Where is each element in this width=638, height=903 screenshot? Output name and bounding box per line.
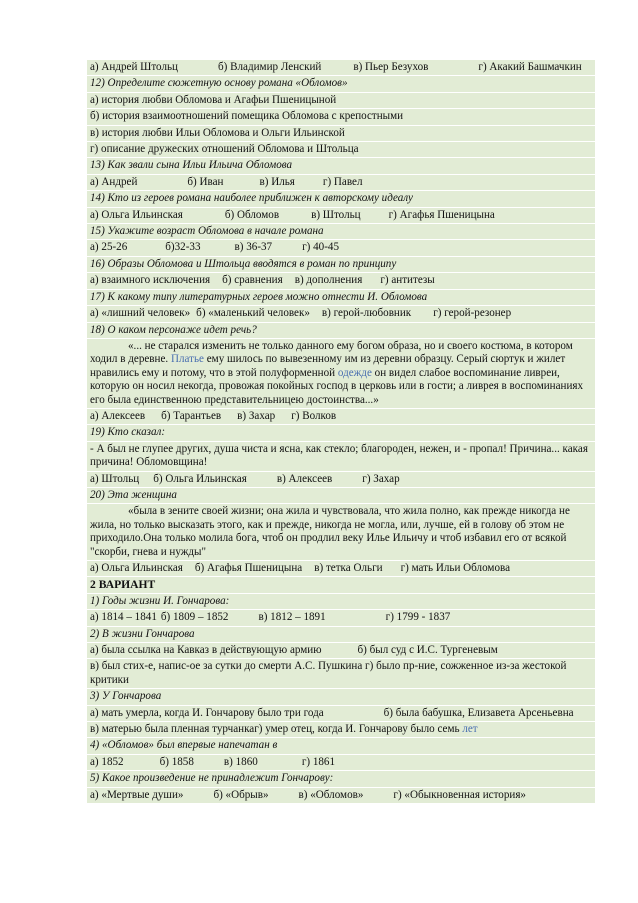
answer-option: г) описание дружеских отношений Обломова и Штольца: [87, 142, 595, 158]
choices-row: [87, 409, 595, 425]
answer-option: в) 36-37: [234, 241, 273, 254]
answer-option: а) «лишний человек»: [90, 307, 191, 320]
answer-option: а) Штольц: [90, 472, 140, 485]
answer-option: г) Волков: [291, 409, 337, 422]
choices-row: [87, 472, 595, 488]
choices-row: [87, 208, 595, 224]
answer-option: г) умер отец, когда И. Гончарову было семь: [254, 723, 463, 736]
variant-heading: 2 ВАРИАНТ: [87, 577, 595, 593]
question: 1) Годы жизни И. Гончарова:: [87, 594, 595, 610]
question: 15) Укажите возраст Обломова в начале романа: [87, 224, 595, 240]
answer-option: г) Акакий Башмачкин: [478, 61, 582, 73]
answer-option: б) Иван: [187, 175, 224, 188]
answer-option: г) Агафья Пшеницына: [388, 208, 495, 221]
answer-option: г) Павел: [322, 175, 363, 188]
question: 5) Какое произведение не принадлежит Гончарову:: [87, 771, 595, 787]
answer-option: б) «Обрыв»: [213, 788, 269, 801]
inline-link[interactable]: Платье: [170, 353, 204, 366]
answer-option: г) герой-резонер: [433, 307, 512, 320]
answer-option: г) Захар: [362, 472, 400, 485]
answer-option: в) герой-любовник: [321, 307, 412, 320]
answer-option: в) Пьер Безухов: [353, 61, 429, 73]
inline-link[interactable]: лет: [462, 723, 478, 736]
choices-row: [87, 273, 595, 289]
answer-option: б) Ольга Ильинская: [153, 472, 247, 485]
answer-option: а) взаимного исключения: [90, 274, 211, 287]
answer-option: а) мать умерла, когда И. Гончарову было три года: [90, 706, 324, 719]
answer-option: в) дополнения: [294, 274, 363, 287]
answer-option: а) Ольга Ильинская: [90, 562, 183, 574]
inline-link[interactable]: одежде: [337, 366, 372, 379]
answer-option: а) 1852: [90, 755, 124, 768]
question: 3) У Гончарова: [87, 689, 595, 705]
test-sheet: [87, 60, 595, 804]
choices-row: [87, 240, 595, 256]
quote-fragment: «... не старался изменить не только данного ему богом образа, но и своего костюма, в котором ходил в деревне.: [90, 339, 573, 366]
answer-option: а) Андрей Штольц: [90, 61, 178, 73]
answer-option: б) был суд с И.С. Тургеневым: [357, 644, 498, 657]
quote-text: [87, 339, 595, 409]
answer-option: в) Штольц: [311, 208, 361, 221]
answer-option: б) история взаимоотношений помещика Обломова с крепостными: [87, 109, 595, 125]
answer-option: б) Агафья Пшеницына: [194, 562, 303, 574]
choices-row: [87, 788, 595, 804]
answer-option: в) тетка Ольги: [314, 562, 383, 574]
answer-option: в) Илья: [259, 175, 295, 188]
question: 4) «Обломов» был впервые напечатан в: [87, 738, 595, 754]
answer-option: а) Алексеев: [90, 409, 146, 422]
quote-fragment: ему шилось по вывезенному им из деревни образцу. Серый сюртук и жилет нравились ему и потому, что в этой полуформенной: [90, 353, 566, 379]
answer-option: а) была ссылка на Кавказ в действующую армию: [90, 644, 322, 657]
question: 19) Кто сказал:: [87, 425, 595, 441]
answer-option: а) Андрей: [90, 175, 138, 188]
choices-row: [87, 306, 595, 322]
answer-option: в) матерью была пленная турчанка: [90, 723, 255, 736]
answer-option: а) история любви Обломова и Агафьи Пшеницыной: [87, 93, 595, 109]
choices-row: [87, 610, 595, 626]
answer-option: в) был стих-е, напис-ое за сутки до смерти А.С. Пушкина г) было пр-ние, сожженное из-за жестокой критики: [87, 659, 595, 689]
answer-option: а) «Мертвые души»: [90, 788, 184, 801]
choices-row: [87, 561, 595, 577]
answer-option: г) 1861: [301, 755, 336, 768]
quote-text: [87, 504, 595, 561]
answer-option: б) сравнения: [222, 274, 283, 287]
answer-option: г) мать Ильи Обломова: [400, 562, 511, 574]
question: 2) В жизни Гончарова: [87, 627, 595, 643]
answer-option: в) история любви Ильи Обломова и Ольги Ильинской: [87, 126, 595, 142]
question: 13) Как звали сына Ильи Ильича Обломова: [87, 158, 595, 174]
quote-fragment: «была в зените своей жизни; она жила и чувствовала, что жила полно, как прежде никогда не жила, но только высказать этого, как и прежде, никогда не могла, или, лучше, ей в голову об этом не приходило.Она только молила бога, чтоб он продлил веку Илье Ильичу и чтоб избавил его от всякой "скорби, гнева и нужды": [90, 505, 570, 558]
question: 18) О каком персонаже идет речь?: [87, 323, 595, 339]
answer-option: б) 1858: [159, 755, 194, 768]
question: 12) Определите сюжетную основу романа «Обломов»: [87, 76, 595, 92]
answer-option: в) 1812 – 1891: [258, 611, 326, 624]
answer-option: г) 40-45: [302, 241, 340, 254]
answer-option: б) Владимир Ленский: [218, 61, 322, 73]
question: 17) К какому типу литературных героев можно отнести И. Обломова: [87, 290, 595, 306]
choices-row: [87, 175, 595, 191]
answer-option: в) 1860: [223, 755, 258, 768]
answer-option: б) была бабушка, Елизавета Арсеньевна: [383, 706, 574, 719]
answer-option: г) 1799 - 1837: [385, 611, 451, 624]
question: 20) Эта женщина: [87, 488, 595, 504]
answer-option: в) Захар: [237, 409, 276, 422]
answer-option: а) 1814 – 1841: [90, 611, 157, 624]
question: 16) Образы Обломова и Штольца вводятся в роман по принципу: [87, 257, 595, 273]
question: 14) Кто из героев романа наиболее приближен к авторскому идеалу: [87, 191, 595, 207]
answer-option: б)32-33: [165, 241, 201, 254]
answer-option: б) «маленький человек»: [196, 307, 310, 320]
answer-option: б) Обломов: [224, 208, 280, 221]
answer-option: б) Тарантьев: [161, 409, 222, 422]
answer-option: г) антитезы: [380, 274, 435, 287]
choices-row: [87, 755, 595, 771]
choices-row: [87, 722, 595, 738]
choices-row: [87, 60, 595, 76]
answer-option: а) 25-26: [90, 241, 128, 254]
choices-row: [87, 706, 595, 722]
answer-option: б) 1809 – 1852: [160, 611, 229, 624]
answer-option: - А был не глупее других, душа чиста и ясна, как стекло; благороден, нежен, и - пропал! Причина... какая причина! Обломовщина!: [87, 442, 595, 472]
answer-option: а) Ольга Ильинская: [90, 208, 183, 221]
answer-option: в) Алексеев: [276, 472, 333, 485]
choices-row: [87, 643, 595, 659]
answer-option: в) «Обломов»: [298, 788, 364, 801]
answer-option: г) «Обыкновенная история»: [393, 788, 526, 801]
quote-fragment: он видел слабое воспоминание ливреи, которую он носил некогда, провожая покойных господ в церковь или в гости; а ливрея в воспоминаниях его была единственною представительницею достоинства...»: [90, 366, 584, 406]
